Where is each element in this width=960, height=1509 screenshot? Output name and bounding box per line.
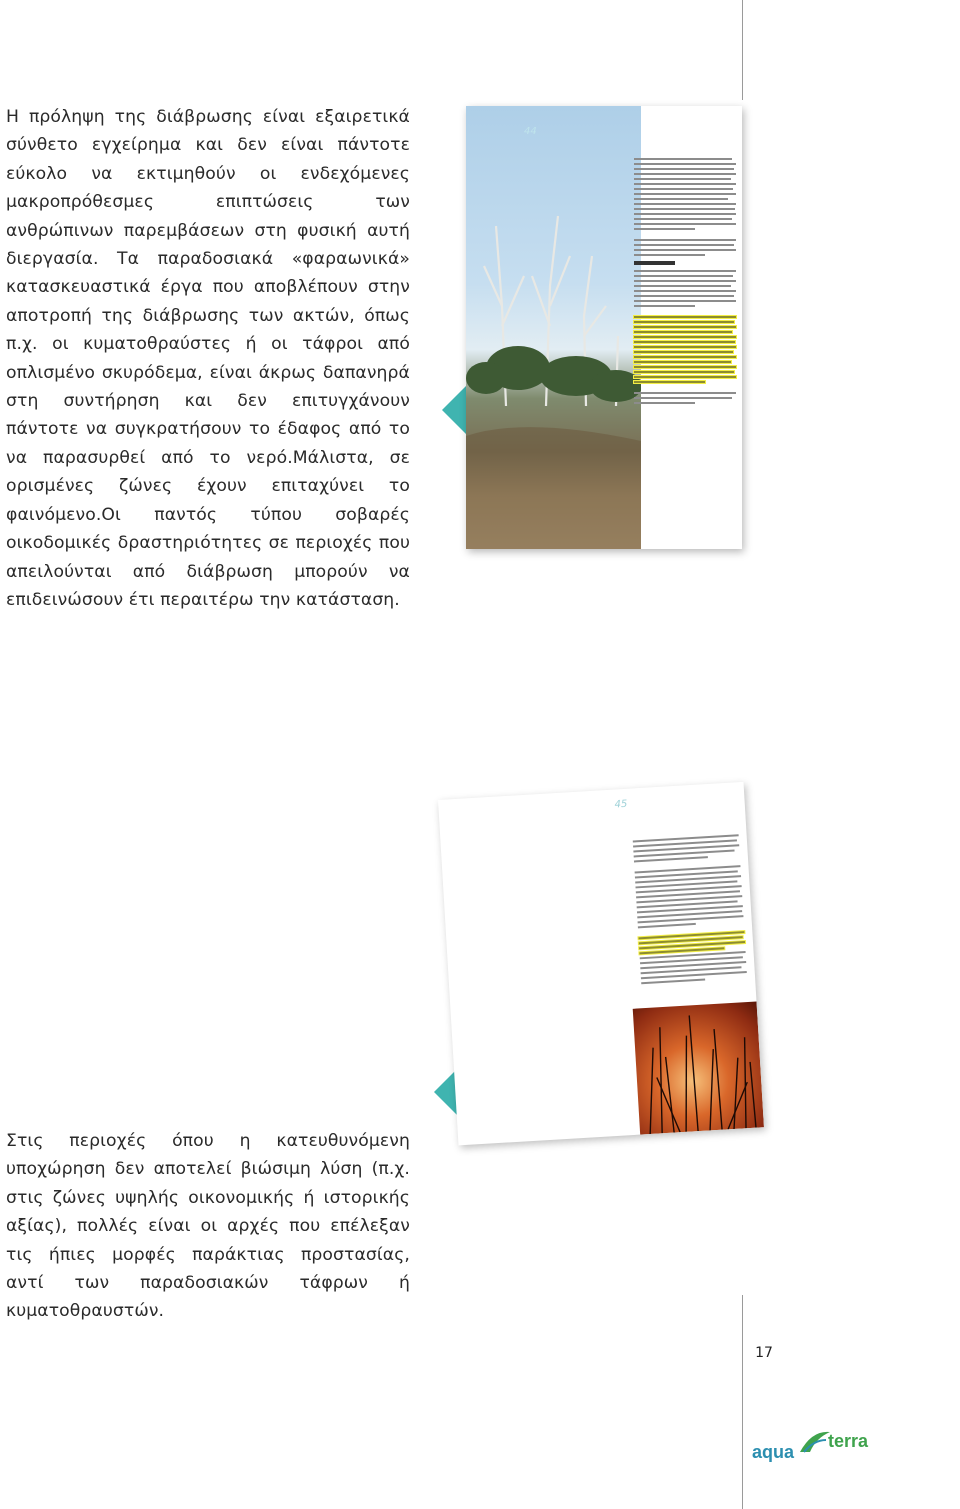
reeds-sunset-photo (633, 1001, 764, 1134)
thumbnail-page-number: 44 (524, 126, 537, 137)
vertical-rule-top (742, 0, 743, 100)
thumbnail-page-number: 45 (614, 798, 628, 811)
page-thumbnail-erosion (466, 106, 742, 549)
page-number: 17 (755, 1345, 773, 1361)
logo-wave-icon (798, 1428, 832, 1454)
body-paragraph-1: Η πρόληψη της διάβρωσης είναι εξαιρετικά σύνθετο εγχείρημα και δεν είναι πάντοτε εύκολο να εκτιμηθούν οι ενδεχόμενες μακροπρόθεσμες επιπτώσεις των ανθρώπινων παρεμβάσεων στη φυσική αυτή διεργασία. Τα παραδοσιακά «φαραωνικά» κατασκευαστικά έργα που αποβλέπουν στην αποτροπή της διάβρωσης των ακτών, όπως π.χ. οι κυματοθραύστες ή οι τάφροι από οπλισμένο σκυρόδεμα, είναι άκρως δαπανηρά στη συντήρηση και δεν επιτυγχάνουν πάντοτε να συγκρατήσουν το έδαφος από το να παρασυρθεί από το νερό.Μάλιστα, σε ορισμένες ζώνες έχουν επιταχύνει το φαινόμενο.Οι παντός τύπου σοβαρές οικοδομικές δραστηριότητες σε περιοχές που απειλούνται από διάβρωση μπορούν να επιδεινώσουν έτι περαιτέρω την κατάσταση. (6, 107, 410, 610)
page-thumbnail-coastal-protection (438, 782, 764, 1146)
aquaterra-logo (752, 1428, 892, 1468)
body-paragraph-2: Στις περιοχές όπου η κατευθυνόμενη υποχώρηση δεν αποτελεί βιώσιμη λύση (π.χ. στις ζώνες υψηλής οικονομικής ή ιστορικής αξίας), πολλές είναι οι αρχές που επέλεξαν τις ήπιες μορφές παράκτιας προστασίας, αντί των παραδοσιακών τάφρων ή κυματοθραυστών. (6, 1131, 410, 1322)
logo-text-aqua: aqua (752, 1442, 795, 1462)
coastal-trees-photo (466, 106, 641, 549)
thumbnail-heading (634, 261, 675, 265)
thumbnail-text-block (634, 158, 736, 407)
thumbnail-text-block (633, 834, 748, 987)
vertical-rule-bottom (742, 1295, 743, 1509)
logo-text-terra: terra (828, 1431, 869, 1451)
